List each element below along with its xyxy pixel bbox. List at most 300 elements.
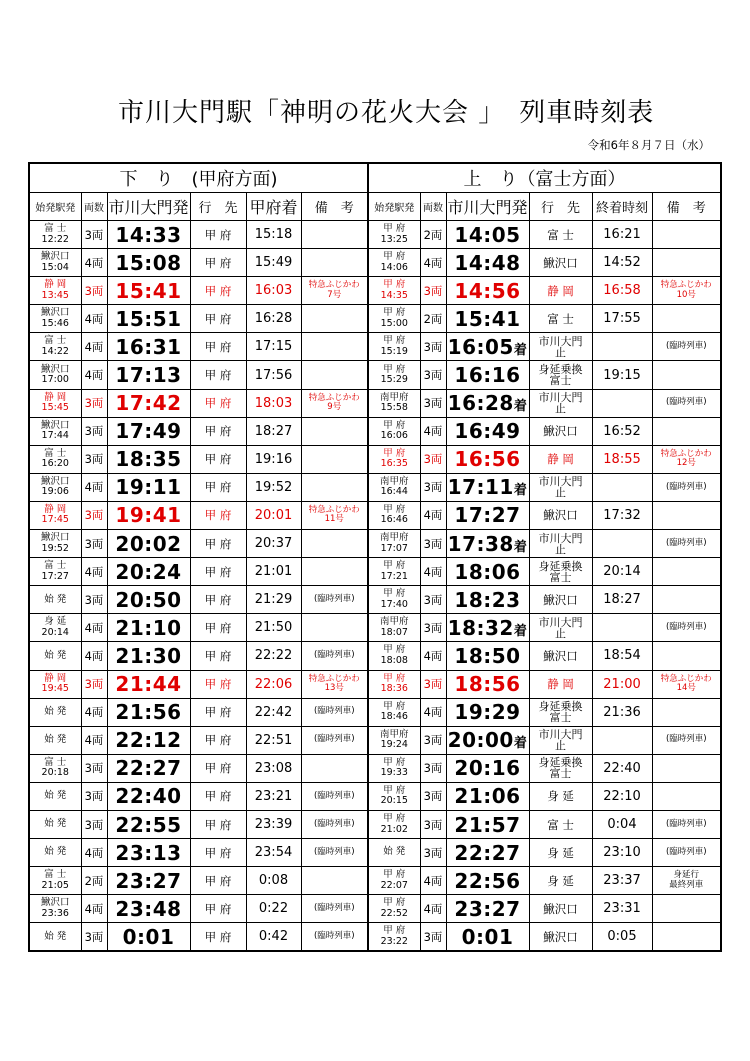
down-destination-cell: [190, 530, 246, 558]
car-count: 4両: [423, 648, 443, 663]
down-arrival-cell: [246, 305, 301, 333]
arrival-time: 20:37: [254, 536, 293, 552]
up-destination-cell: [529, 923, 592, 952]
origin-station: 甲 府: [383, 279, 406, 291]
down-destination-cell: [190, 333, 246, 361]
up-destination-cell: [529, 530, 592, 558]
note-line-1: (臨時列車): [313, 706, 355, 717]
arrival-time: 21:36: [603, 704, 641, 720]
destination: 甲 府: [204, 480, 232, 495]
down-arrival-cell: [246, 249, 301, 277]
up-cars-cell: [420, 839, 446, 867]
down-departure-cell: [107, 558, 190, 586]
down-arrival-cell: [246, 642, 301, 670]
arrival-time: 16:52: [603, 423, 641, 439]
down-departure-cell: [107, 277, 190, 305]
up-origin-cell: [368, 361, 420, 389]
arrival-time: 0:22: [258, 901, 289, 917]
departure-time: 15:41: [115, 278, 182, 303]
up-origin-cell: [368, 614, 420, 642]
origin-station: 甲 府: [383, 223, 406, 235]
down-origin-cell: [29, 810, 81, 838]
arrival-time: 16:21: [603, 227, 641, 243]
origin-time: 21:05: [41, 879, 69, 891]
car-count: 3両: [84, 424, 104, 439]
origin-station: 始 発: [44, 705, 67, 717]
up-cars-cell: [420, 614, 446, 642]
arrival-time: 23:37: [603, 873, 641, 889]
up-departure-cell: [446, 501, 529, 529]
up-departure-cell: [446, 249, 529, 277]
up-direction-heading: 上 り（富士方面）: [368, 163, 721, 193]
origin-station: 甲 府: [383, 644, 406, 656]
up-cars-cell: [420, 389, 446, 417]
down-cars-cell: [81, 249, 107, 277]
down-note-cell: [301, 726, 368, 754]
down-note-cell: [301, 445, 368, 473]
up-destination-cell: [529, 305, 592, 333]
destination: 甲 府: [204, 283, 232, 298]
departure-time: 17:49: [115, 419, 182, 444]
note-line-1: 特急ふじかわ: [308, 504, 360, 515]
down-arrival-cell: [246, 530, 301, 558]
up-origin-cell: [368, 670, 420, 698]
up-arrival-cell: [592, 558, 652, 586]
up-note-cell: [652, 586, 721, 614]
origin-time: 12:22: [41, 233, 69, 245]
departure-time: 20:50: [115, 587, 182, 612]
arrival-time: 21:50: [254, 620, 293, 636]
up-arrival-cell: [592, 445, 652, 473]
note-line-1: (臨時列車): [665, 818, 707, 829]
origin-time: 14:22: [41, 345, 69, 357]
up-arrival-cell: [592, 839, 652, 867]
down-destination-header: 行 先: [190, 193, 246, 221]
up-origin-cell: [368, 333, 420, 361]
down-note-cell: [301, 361, 368, 389]
origin-station: 富 士: [44, 223, 67, 235]
car-count: 3両: [423, 620, 443, 635]
departure-time: 23:27: [454, 896, 521, 921]
note-line-1: (臨時列車): [665, 846, 707, 857]
down-destination-cell: [190, 782, 246, 810]
origin-time: 18:07: [380, 626, 408, 638]
car-count: 3両: [423, 761, 443, 776]
down-destination-cell: [190, 698, 246, 726]
down-destination-cell: [190, 614, 246, 642]
arrival-time: 23:21: [254, 788, 293, 804]
down-arrival-cell: [246, 586, 301, 614]
up-arrival-cell: [592, 277, 652, 305]
down-destination-cell: [190, 642, 246, 670]
down-destination-cell: [190, 305, 246, 333]
destination-line-1: 富 士: [547, 817, 574, 832]
origin-station: 富 士: [44, 335, 67, 347]
down-origin-cell: [29, 642, 81, 670]
up-departure-header: 市川大門発: [446, 193, 529, 221]
up-note-cell: [652, 698, 721, 726]
arrival-time: 23:10: [603, 845, 641, 861]
down-origin-cell: [29, 586, 81, 614]
up-arrival-cell: [592, 642, 652, 670]
up-origin-cell: [368, 895, 420, 923]
note-line-2: 9号: [327, 402, 342, 413]
arrival-time: 19:52: [254, 479, 293, 495]
departure-time: 14:48: [454, 250, 521, 275]
origin-station: 鰍沢口: [40, 475, 70, 487]
origin-time: 23:36: [41, 907, 69, 919]
down-origin-cell: [29, 754, 81, 782]
table-row: [29, 473, 721, 501]
arrival-time: 20:01: [254, 507, 293, 523]
car-count: 4両: [84, 705, 104, 720]
destination-line-2: 止: [555, 486, 567, 500]
up-arrival-cell: [592, 530, 652, 558]
departure-time: 18:56: [454, 672, 521, 697]
origin-station: 甲 府: [383, 897, 406, 909]
up-departure-cell: [446, 417, 529, 445]
down-departure-cell: [107, 586, 190, 614]
destination: 甲 府: [204, 255, 232, 270]
down-cars-cell: [81, 895, 107, 923]
car-count: 3両: [84, 677, 104, 692]
down-cars-cell: [81, 221, 107, 249]
table-row: [29, 895, 721, 923]
destination: 甲 府: [204, 227, 232, 242]
down-destination-cell: [190, 445, 246, 473]
car-count: 3両: [84, 817, 104, 832]
arrival-time: 20:14: [603, 564, 641, 580]
up-note-cell: [652, 754, 721, 782]
up-cars-cell: [420, 249, 446, 277]
origin-station: 甲 府: [383, 588, 406, 600]
down-arrival-cell: [246, 670, 301, 698]
car-count: 3両: [84, 761, 104, 776]
up-destination-cell: [529, 670, 592, 698]
down-origin-cell: [29, 698, 81, 726]
car-count: 4両: [84, 311, 104, 326]
up-note-cell: [652, 614, 721, 642]
note-line-2: 10号: [676, 289, 696, 300]
origin-time: 15:00: [380, 317, 408, 329]
up-arrival-cell: [592, 923, 652, 952]
up-arrival-cell: [592, 810, 652, 838]
note-line-1: (臨時列車): [665, 481, 707, 492]
departure-time: 16:31: [115, 334, 182, 359]
destination: 甲 府: [204, 817, 232, 832]
down-origin-cell: [29, 277, 81, 305]
up-origin-cell: [368, 782, 420, 810]
up-destination-cell: [529, 586, 592, 614]
up-cars-cell: [420, 754, 446, 782]
up-departure-cell: [446, 698, 529, 726]
down-note-cell: [301, 782, 368, 810]
up-origin-cell: [368, 586, 420, 614]
up-cars-cell: [420, 810, 446, 838]
down-note-cell: [301, 277, 368, 305]
arrival-time: 15:18: [254, 227, 293, 243]
up-departure-cell: [446, 445, 529, 473]
table-row: [29, 501, 721, 529]
up-arrival-cell: [592, 782, 652, 810]
up-arrival-cell: [592, 501, 652, 529]
down-departure-cell: [107, 333, 190, 361]
up-origin-cell: [368, 754, 420, 782]
arrival-time: 0:08: [258, 873, 289, 889]
arrival-time: 18:27: [603, 592, 641, 608]
down-destination-cell: [190, 501, 246, 529]
down-arrival-cell: [246, 333, 301, 361]
up-cars-cell: [420, 530, 446, 558]
departure-time: 16:56: [454, 447, 521, 472]
note-line-2: 12号: [676, 458, 696, 469]
up-note-cell: [652, 389, 721, 417]
arrival-time: 21:00: [603, 676, 641, 692]
down-cars-cell: [81, 698, 107, 726]
up-origin-cell: [368, 867, 420, 895]
up-note-header: 備 考: [652, 193, 721, 221]
up-cars-cell: [420, 473, 446, 501]
car-count: 3両: [423, 592, 443, 607]
down-destination-cell: [190, 867, 246, 895]
arrival-time: 17:56: [254, 367, 293, 383]
destination-line-2: 止: [555, 739, 567, 753]
car-count: 4両: [84, 339, 104, 354]
up-note-cell: [652, 361, 721, 389]
down-arrival-cell: [246, 501, 301, 529]
car-count: 3両: [423, 283, 443, 298]
departure-time: 14:05: [454, 222, 521, 247]
table-row: [29, 558, 721, 586]
origin-time: 21:02: [380, 823, 408, 835]
down-arrival-cell: [246, 895, 301, 923]
destination: 甲 府: [204, 311, 232, 326]
up-note-cell: [652, 670, 721, 698]
origin-station: 南甲府: [380, 532, 409, 544]
up-arrival-cell: [592, 698, 652, 726]
arrival-time: 0:42: [258, 929, 289, 945]
arrival-marker: 着: [513, 539, 528, 555]
destination: 甲 府: [204, 761, 232, 776]
down-note-cell: [301, 614, 368, 642]
table-row: [29, 586, 721, 614]
origin-time: 15:45: [41, 402, 69, 414]
down-note-cell: [301, 389, 368, 417]
departure-time: 22:27: [115, 756, 182, 781]
down-cars-cell: [81, 586, 107, 614]
car-count: 4両: [423, 901, 443, 916]
up-departure-cell: [446, 221, 529, 249]
origin-station: 静 岡: [44, 503, 67, 515]
up-note-cell: [652, 558, 721, 586]
origin-station: 鰍沢口: [40, 419, 70, 431]
origin-time: 16:44: [380, 486, 408, 498]
down-note-cell: [301, 501, 368, 529]
down-arrival-cell: [246, 558, 301, 586]
origin-time: 16:20: [41, 458, 69, 470]
destination-line-2: 富士: [549, 711, 572, 725]
destination: 甲 府: [204, 901, 232, 916]
destination-line-1: 身 延: [547, 789, 574, 804]
origin-station: 鰍沢口: [40, 251, 70, 263]
down-cars-cell: [81, 782, 107, 810]
up-note-cell: [652, 782, 721, 810]
departure-time: 17:38: [447, 531, 514, 556]
arrival-time: 22:51: [254, 732, 293, 748]
up-arrival-cell: [592, 754, 652, 782]
arrival-time: 23:39: [254, 817, 293, 833]
origin-station: 鰍沢口: [40, 307, 70, 319]
car-count: 3両: [423, 789, 443, 804]
arrival-time: 19:15: [603, 367, 641, 383]
down-origin-cell: [29, 473, 81, 501]
up-departure-cell: [446, 333, 529, 361]
departure-time: 22:55: [115, 812, 182, 837]
origin-station: 甲 府: [383, 447, 406, 459]
origin-time: 15:04: [41, 261, 69, 273]
destination-line-1: 市川大門: [538, 334, 583, 348]
origin-station: 鰍沢口: [40, 532, 70, 544]
down-cars-cell: [81, 810, 107, 838]
destination-line-2: 富士: [549, 767, 572, 781]
down-cars-cell: [81, 530, 107, 558]
down-origin-cell: [29, 782, 81, 810]
car-count: 3両: [423, 339, 443, 354]
down-origin-cell: [29, 670, 81, 698]
note-line-1: (臨時列車): [313, 650, 355, 661]
car-count: 4両: [84, 368, 104, 383]
up-note-cell: [652, 810, 721, 838]
up-cars-cell: [420, 221, 446, 249]
arrival-time: 17:55: [603, 311, 641, 327]
departure-time: 18:50: [454, 643, 521, 668]
car-count: 3両: [84, 592, 104, 607]
destination: 甲 府: [204, 620, 232, 635]
down-departure-cell: [107, 782, 190, 810]
table-row: [29, 221, 721, 249]
table-row: [29, 867, 721, 895]
origin-station: 甲 府: [383, 419, 406, 431]
note-line-1: (臨時列車): [313, 734, 355, 745]
note-line-1: (臨時列車): [665, 734, 707, 745]
down-departure-cell: [107, 726, 190, 754]
up-departure-cell: [446, 754, 529, 782]
down-departure-cell: [107, 473, 190, 501]
car-count: 3両: [84, 452, 104, 467]
down-origin-cell: [29, 361, 81, 389]
up-destination-cell: [529, 810, 592, 838]
down-arrival-cell: [246, 473, 301, 501]
car-count: 4両: [423, 424, 443, 439]
table-row: [29, 249, 721, 277]
up-cars-cell: [420, 642, 446, 670]
car-count: 4両: [84, 480, 104, 495]
up-destination-cell: [529, 249, 592, 277]
arrival-marker: 着: [513, 342, 528, 358]
destination-line-1: 静 岡: [547, 677, 574, 692]
car-count: 3両: [84, 396, 104, 411]
car-count: 4両: [84, 620, 104, 635]
up-origin-cell: [368, 389, 420, 417]
up-note-cell: [652, 530, 721, 558]
down-note-cell: [301, 839, 368, 867]
down-arrival-cell: [246, 221, 301, 249]
down-departure-cell: [107, 389, 190, 417]
down-departure-cell: [107, 670, 190, 698]
departure-time: 23:13: [115, 840, 182, 865]
arrival-time: 23:31: [603, 901, 641, 917]
table-row: [29, 923, 721, 952]
car-count: 3両: [84, 508, 104, 523]
down-departure-cell: [107, 754, 190, 782]
destination-line-2: 止: [555, 626, 567, 640]
note-line-1: 特急ふじかわ: [308, 392, 360, 403]
destination-line-1: 市川大門: [538, 475, 583, 489]
origin-time: 19:24: [380, 739, 408, 751]
down-arrival-cell: [246, 361, 301, 389]
down-destination-cell: [190, 473, 246, 501]
up-cars-cell: [420, 670, 446, 698]
origin-time: 15:46: [41, 317, 69, 329]
origin-time: 23:22: [380, 935, 408, 947]
origin-station: 甲 府: [383, 813, 406, 825]
note-line-2: 最終列車: [669, 879, 704, 890]
destination-line-1: 鰍沢口: [543, 424, 578, 439]
destination-line-1: 鰍沢口: [543, 508, 578, 523]
up-arrival-cell: [592, 586, 652, 614]
origin-time: 19:45: [41, 683, 69, 695]
origin-station: 甲 府: [383, 756, 406, 768]
origin-time: 15:19: [380, 345, 408, 357]
origin-time: 19:06: [41, 486, 69, 498]
up-note-cell: [652, 839, 721, 867]
down-departure-cell: [107, 445, 190, 473]
down-note-header: 備 考: [301, 193, 368, 221]
origin-time: 13:45: [41, 289, 69, 301]
down-arrival-cell: [246, 614, 301, 642]
up-origin-cell: [368, 249, 420, 277]
departure-time: 21:44: [115, 672, 182, 697]
down-destination-cell: [190, 670, 246, 698]
destination: 甲 府: [204, 508, 232, 523]
down-destination-cell: [190, 895, 246, 923]
down-destination-cell: [190, 754, 246, 782]
arrival-time: 14:52: [603, 255, 641, 271]
up-origin-cell: [368, 305, 420, 333]
destination-line-1: 鰍沢口: [543, 255, 578, 270]
down-destination-cell: [190, 726, 246, 754]
departure-time: 17:27: [454, 503, 521, 528]
car-count: 4両: [84, 648, 104, 663]
down-cars-cell: [81, 754, 107, 782]
destination-line-1: 鰍沢口: [543, 929, 578, 944]
down-origin-cell: [29, 614, 81, 642]
up-destination-cell: [529, 417, 592, 445]
destination: 甲 府: [204, 705, 232, 720]
car-count: 3両: [423, 929, 443, 944]
departure-time: 23:48: [115, 896, 182, 921]
down-origin-cell: [29, 558, 81, 586]
departure-time: 17:42: [115, 391, 182, 416]
up-departure-cell: [446, 895, 529, 923]
origin-time: 17:21: [380, 570, 408, 582]
departure-time: 18:23: [454, 587, 521, 612]
car-count: 4両: [84, 564, 104, 579]
down-departure-cell: [107, 810, 190, 838]
origin-time: 17:00: [41, 374, 69, 386]
note-line-1: (臨時列車): [313, 903, 355, 914]
origin-station: 甲 府: [383, 251, 406, 263]
